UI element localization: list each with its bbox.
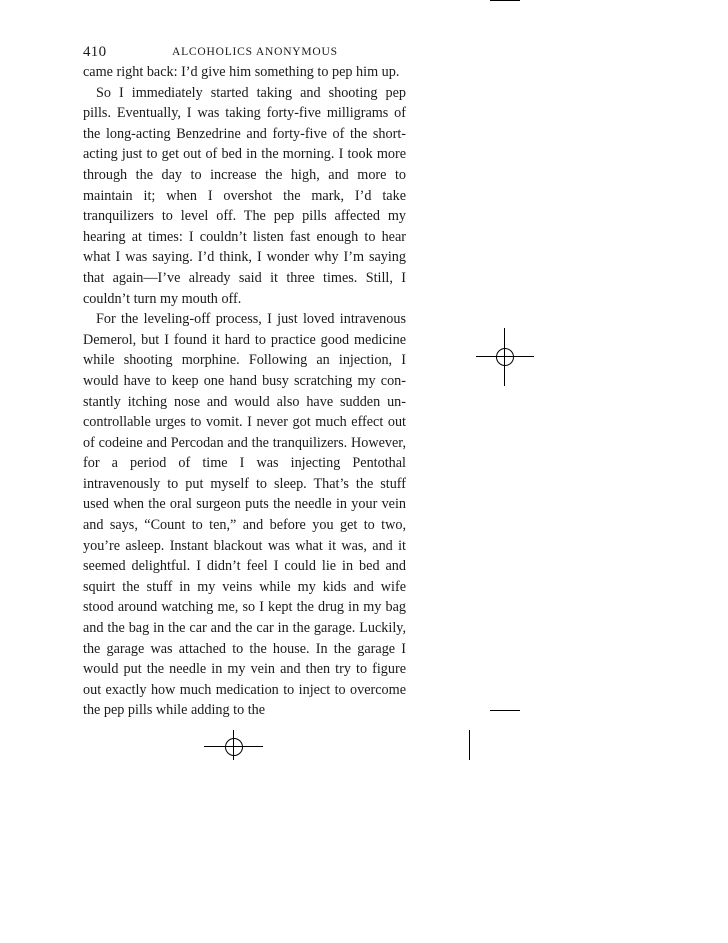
crop-mark-top-right: [490, 0, 520, 1]
page-number: 410: [83, 44, 107, 60]
running-head: ALCOHOLICS ANONYMOUS: [172, 46, 338, 58]
paragraph: For the leveling-off process, I just loved intravenous Demerol, but I found it hard to practice good medicine while shooting morphine. Following an injection, I would have to keep one hand busy scratching my constantly itching nose and would also have sudden uncontrollable urges to vomit. I never got much effect out of codeine and Percodan and the tranquilizers. However, for a period of time I was injecting Pentothal intravenously to put myself to sleep. That’s the stuff used when the oral surgeon puts the needle in your vein and says, “Count to ten,” and before you get to two, you’re asleep. Instant blackout was what it was, and it seemed delightful. I didn’t feel I could lie in bed and squirt the stuff in my veins while my kids and wife stood around watching me, so I kept the drug in my bag and the bag in the car and the car in the garage. Luckily, the garage was attached to the house. In the garage I would put the needle in my vein and then try to figure out exactly how much medication to inject to overcome the pep pills while adding to the: [83, 311, 406, 719]
crop-mark-bottom-right: [490, 710, 520, 711]
paragraph: So I immediately started taking and shooting pep pills. Eventually, I was taking forty-five milligrams of the long-acting Benzedrine and forty-five of the short-acting just to get out of bed in the morning. I took more through the day to increase the high, and more to maintain it; when I overshot the mark, I’d take tranquilizers to level off. The pep pills affected my hearing at times: I couldn’t listen fast enough to hear what I was saying. I’d think, I wonder why I’m saying that again—I’ve already said it three times. Still, I couldn’t turn my mouth off.: [83, 84, 406, 307]
registration-mark-bottom-circle: [225, 738, 243, 756]
crop-mark-bottom-vertical: [469, 730, 470, 760]
body-text: [83, 62, 406, 721]
registration-mark-right-circle: [496, 348, 514, 366]
paragraph: came right back: I’d give him something to pep him up.: [83, 64, 400, 80]
